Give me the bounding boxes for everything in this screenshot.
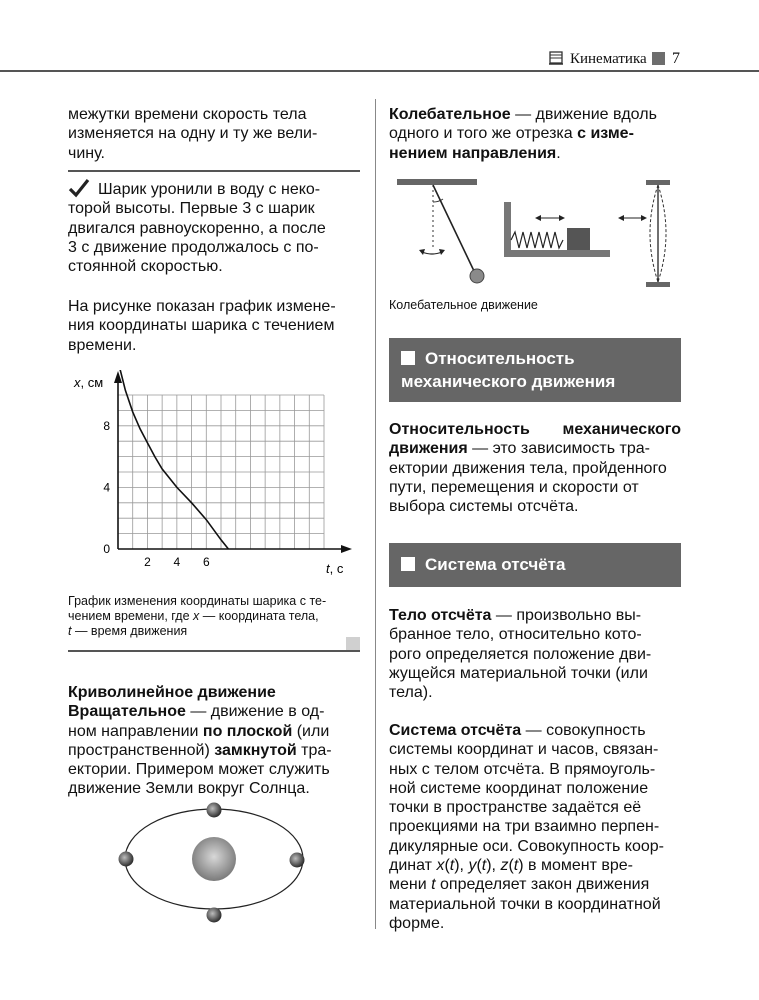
y-axis-label: x, см bbox=[74, 375, 104, 390]
oscillation-figures bbox=[389, 172, 681, 292]
y-tick-label: 4 bbox=[103, 480, 110, 495]
note-bottom-rule bbox=[68, 650, 360, 652]
x-axis-arrow bbox=[341, 545, 352, 553]
relativity-paragraph: Относительность механического движения — это зависимость тра- ектории движения тела, пройденного пути, перемещения и скорости от выбора системы отсчёта. bbox=[389, 421, 681, 516]
section-header-relativity: Относительность механического движения bbox=[389, 338, 681, 402]
spring-block-figure bbox=[504, 202, 610, 257]
x-tick-label: 2 bbox=[144, 555, 151, 569]
section-square-icon bbox=[401, 351, 415, 365]
chart-intro: На рисунке показан график измене- ния координаты шарика с течением времени. bbox=[68, 298, 336, 354]
reference-body-paragraph: Тело отсчёта — произвольно вы- бранное тело, относительно кото- рого определяется положение дви- жущейся материальной точки (или тела). bbox=[389, 607, 652, 702]
section-end-marker bbox=[346, 637, 360, 650]
chart-grid bbox=[118, 395, 324, 549]
earth-top bbox=[207, 803, 222, 818]
earth-orbit-figure bbox=[110, 800, 320, 925]
oscillation-caption: Колебательное движение bbox=[389, 298, 538, 312]
oscillatory-paragraph: Колебательное — движение вдоль одного и того же отрезка с изме- нением направления. bbox=[389, 106, 657, 162]
reference-system-paragraph: Система отсчёта — совокупность системы координат и часов, связан- ных с телом отсчёта. В прямоуголь- ной системе координат положение точки в пространстве задаётся её проекциями на три взаимно перпен- дикулярные оси. Совокупность коор- динат x(t), y(t), z(t) в момент вре- мени t определяет закон движения материальной точки в координатной форме. bbox=[389, 722, 664, 932]
book-icon bbox=[549, 51, 563, 65]
page-number: 7 bbox=[672, 50, 680, 67]
sun bbox=[192, 837, 236, 881]
y-tick-label: 8 bbox=[103, 418, 110, 433]
header-square-icon bbox=[652, 52, 665, 65]
x-tick-label: 4 bbox=[173, 555, 181, 569]
rotational-paragraph: Криволинейное движение Вращательное — движение в од- ном направлении по плоской (или пространственной) замкнутой тра- ектории. Примером может служить движение Земли вокруг Солнца. bbox=[68, 684, 332, 798]
section-header-reference-system: Система отсчёта bbox=[389, 543, 681, 587]
x-tick-label: 6 bbox=[202, 555, 210, 569]
vibrating-string-figure bbox=[618, 180, 670, 287]
earth-left bbox=[119, 852, 134, 867]
earth-bottom bbox=[207, 908, 222, 923]
note-top-rule bbox=[68, 170, 360, 172]
section-square-icon bbox=[401, 557, 415, 571]
intro-paragraph: межутки времени скорость тела изменяется на одну и ту же вели- чину. bbox=[68, 106, 318, 162]
curvilinear-heading: Криволинейное движение bbox=[68, 684, 276, 701]
pendulum-figure bbox=[397, 179, 484, 283]
coordinate-chart bbox=[68, 370, 368, 585]
x-axis-label: t, с bbox=[326, 561, 344, 576]
column-divider bbox=[375, 99, 376, 929]
chart-caption: График изменения координаты шарика с те- чением времени, где x — координата тела, t — время движения bbox=[68, 594, 327, 639]
earth-right bbox=[290, 853, 305, 868]
y-tick-label: 0 bbox=[103, 542, 110, 556]
running-title: Кинематика bbox=[570, 51, 647, 67]
series-line-x-of-t bbox=[118, 370, 228, 549]
